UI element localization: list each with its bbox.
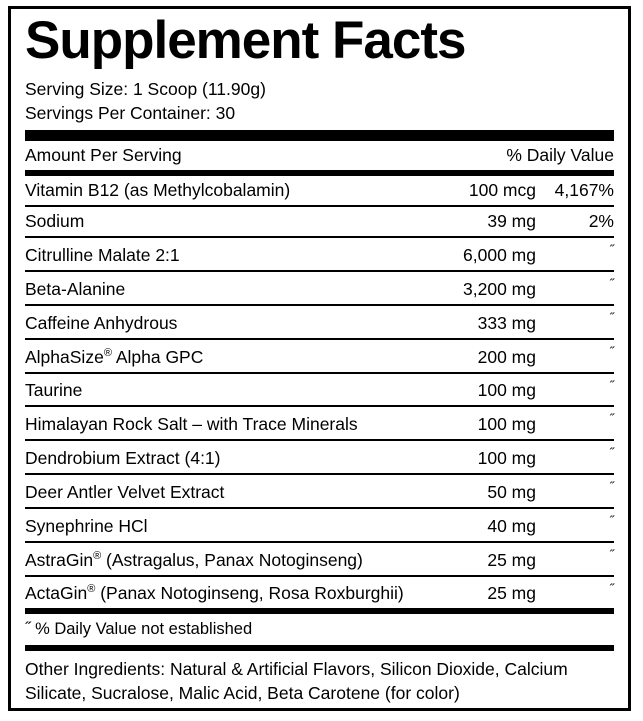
column-header-amount: Amount Per Serving xyxy=(25,145,182,166)
divider-thick-top xyxy=(25,130,614,141)
table-row xyxy=(25,508,614,542)
table-row xyxy=(25,339,614,373)
nutrient-daily-value: ˝ xyxy=(536,508,614,542)
nutrient-daily-value: ˝ xyxy=(536,305,614,339)
nutrient-daily-value: ˝ xyxy=(536,339,614,373)
nutrient-rows-body xyxy=(25,176,614,608)
supplement-facts-panel xyxy=(8,6,631,711)
nutrient-daily-value: 4,167% xyxy=(536,176,614,206)
nutrient-amount: 100 mg xyxy=(426,373,536,407)
nutrient-name: Dendrobium Extract (4:1) xyxy=(25,440,426,474)
nutrient-daily-value: ˝ xyxy=(536,406,614,440)
nutrient-daily-value: ˝ xyxy=(536,373,614,407)
nutrient-daily-value: ˝ xyxy=(536,237,614,271)
nutrient-amount: 50 mg xyxy=(426,474,536,508)
nutrient-amount: 100 mg xyxy=(426,406,536,440)
nutrient-daily-value: ˝ xyxy=(609,580,614,596)
nutrient-amount: 333 mg xyxy=(426,305,536,339)
nutrient-daily-value: ˝ xyxy=(536,440,614,474)
nutrient-name: Synephrine HCl xyxy=(25,508,426,542)
table-row xyxy=(25,176,614,206)
nutrition-table xyxy=(25,141,614,170)
table-row xyxy=(25,237,614,271)
nutrition-table-body xyxy=(25,141,614,170)
nutrient-amount: 40 mg xyxy=(426,508,536,542)
nutrient-name: Himalayan Rock Salt – with Trace Minerals xyxy=(25,406,426,440)
nutrient-name: Sodium xyxy=(25,206,426,237)
serving-size: Serving Size: 1 Scoop (11.90g) xyxy=(25,78,266,99)
table-header-row xyxy=(25,141,614,170)
nutrient-name: Taurine xyxy=(25,373,426,407)
page-title: Supplement Facts xyxy=(25,11,466,70)
table-row xyxy=(25,576,614,609)
nutrient-name: ActaGin® (Panax Notoginseng, Rosa Roxburghii) xyxy=(25,583,404,604)
table-row xyxy=(25,271,614,305)
table-row xyxy=(25,542,614,576)
nutrient-name: AstraGin® (Astragalus, Panax Notoginseng) xyxy=(25,542,426,576)
nutrient-name: Caffeine Anhydrous xyxy=(25,305,426,339)
table-row xyxy=(25,440,614,474)
nutrient-name: AlphaSize® Alpha GPC xyxy=(25,339,426,373)
table-row xyxy=(25,305,614,339)
nutrient-rows-table xyxy=(25,176,614,608)
nutrient-name: Beta-Alanine xyxy=(25,271,426,305)
nutrient-daily-value: ˝ xyxy=(536,542,614,576)
serving-info xyxy=(25,77,614,127)
daily-value-footnote: ˝ % Daily Value not established xyxy=(25,620,253,639)
nutrient-daily-value: 2% xyxy=(536,206,614,237)
column-header-spacer xyxy=(396,141,506,170)
column-header-daily-value: % Daily Value xyxy=(506,145,614,166)
nutrient-amount: 3,200 mg xyxy=(426,271,536,305)
nutrient-daily-value: ˝ xyxy=(536,474,614,508)
nutrient-amount: 100 mg xyxy=(426,440,536,474)
nutrient-amount: 25 mg xyxy=(487,583,536,604)
nutrient-amount: 39 mg xyxy=(426,206,536,237)
table-row xyxy=(25,474,614,508)
nutrient-amount: 100 mcg xyxy=(426,176,536,206)
nutrient-amount: 25 mg xyxy=(426,542,536,576)
nutrient-amount: 200 mg xyxy=(426,339,536,373)
nutrient-daily-value: ˝ xyxy=(536,271,614,305)
nutrient-name: Deer Antler Velvet Extract xyxy=(25,474,426,508)
table-row xyxy=(25,373,614,407)
nutrient-amount: 6,000 mg xyxy=(426,237,536,271)
nutrient-name: Vitamin B12 (as Methylcobalamin) xyxy=(25,176,426,206)
table-row xyxy=(25,206,614,237)
servings-per-container: Servings Per Container: 30 xyxy=(25,103,236,124)
table-row xyxy=(25,406,614,440)
nutrient-name: Citrulline Malate 2:1 xyxy=(25,237,426,271)
other-ingredients: Other Ingredients: Natural & Artificial Flavors, Silicon Dioxide, Calcium Silicate, Sucralose, Malic Acid, Beta Carotene (for color) xyxy=(25,659,568,703)
